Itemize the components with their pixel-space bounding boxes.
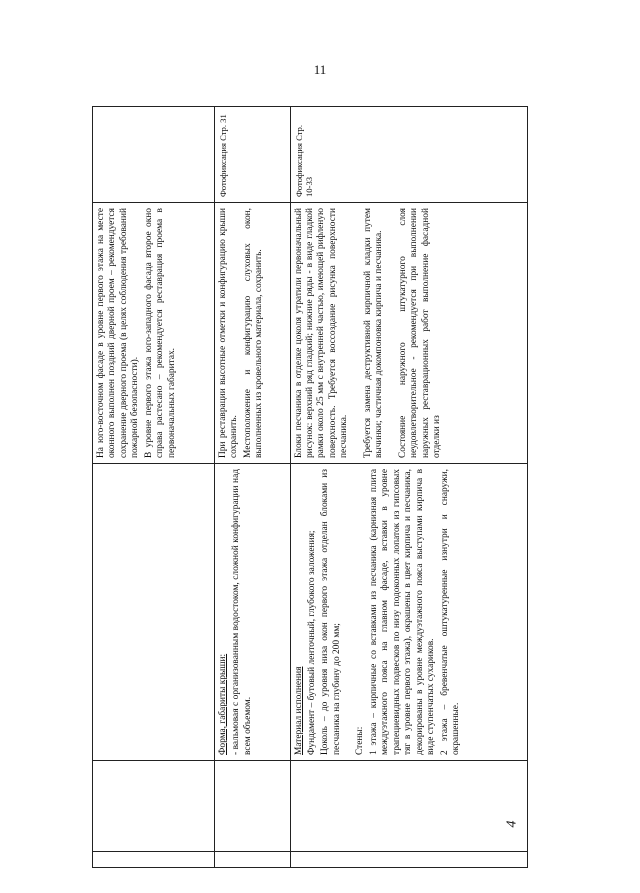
- text: 1 этажа – кирпичные со вставками из песчаника (карнизная плита междуэтажного пояса на главном фасаде, вставки в уровне трапециевидных подвесков по низу подоконных лопаток из гипсовых тяг в уровне первого этажа), окрашены в цвет кирпича и песчаника, декорированы в уровне междуэтажного пояса выступами кирпича в виде ступенчатых сухариков.: [368, 469, 437, 755]
- table-row: [93, 107, 215, 868]
- table-cell: [290, 203, 527, 464]
- table-row: [214, 107, 290, 868]
- text: На юго-восточном фасаде в уровне первого этажа на месте оконного выполнен поздний дверной проем – рекомендуется сохранение дверного проема (в целях соблюдения требований пожарной безопасности).: [96, 208, 141, 458]
- page-number: 11: [313, 62, 327, 77]
- table-cell: [214, 852, 290, 868]
- photo-reference: Фотофиксация Стр. 31: [214, 107, 290, 203]
- text: Состояние наружного штукатурного слоя неудовлетворительное - рекомендуется при выполнении наружных реставрационных работ выполнение фасадной отделки из: [397, 208, 443, 458]
- table-cell: [93, 464, 215, 761]
- table-cell: [93, 107, 215, 203]
- section-heading: Форма, габариты крыши:: [217, 653, 228, 755]
- table-cell: [290, 761, 527, 852]
- text: 2 этажа – бревенчатые оштукатуренные изнутри и снаружи, окрашенные.: [439, 469, 462, 755]
- restoration-table: [92, 106, 528, 868]
- text: Требуется замена деструктивной кирпичной кладки путем вычинки; частичная докомпоновка кирпича и песчаника.: [362, 208, 385, 458]
- text: При реставрации высотные отметки и конфигурацию крыши сохранить.: [217, 208, 240, 458]
- table-row: [290, 107, 527, 868]
- table-cell: [93, 852, 215, 868]
- table-cell: [290, 464, 527, 761]
- photo-reference: Фотофиксация Стр. 10-33: [290, 107, 527, 203]
- text: Фундамент – бутовый ленточный, глубокого заложения;: [307, 530, 317, 755]
- table-cell: [93, 203, 215, 464]
- table-cell: [214, 761, 290, 852]
- table-cell: [290, 852, 527, 868]
- rotated-table-page: [92, 114, 528, 868]
- text: Цоколь – до уровня низа окон первого этажа отделан блоками из песчаника на глубину до 200 мм;: [320, 469, 342, 755]
- table-cell: [214, 203, 290, 464]
- walls-label: Стены:: [355, 726, 366, 755]
- text: В уровне первого этажа юго-западного фасада второе окно справа растесано – рекомендуется реставрация проема в первоначальных габаритах.: [143, 208, 177, 458]
- handwritten-mark: 4: [504, 820, 520, 828]
- text: - вальмовая с организованным водостоком, сложной конфигурации над всем объемом.: [231, 469, 253, 755]
- text: Местоположение и конфигурацию слуховых окон, выполненных из кровельного материала, сохранить.: [242, 208, 265, 458]
- table-cell: [214, 464, 290, 761]
- section-heading: Материал исполнения: [293, 666, 304, 755]
- text: Блоки песчаника в отделке цоколя утратили первоначальный рисунок: верхний ряд гладкий; нижние ряды - в виде гладкой рамки около 25 мм с внутренней частью, имеющей рифленую поверхность. Требуется воссоздание рисунка поверхности песчаника.: [293, 208, 350, 458]
- table-cell: [93, 761, 215, 852]
